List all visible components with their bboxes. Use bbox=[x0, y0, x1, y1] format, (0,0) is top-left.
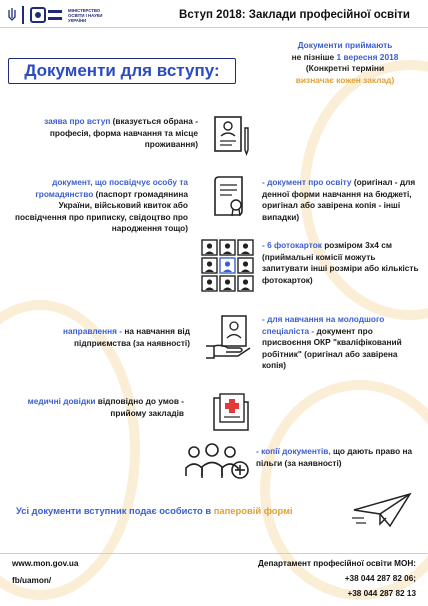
divider bbox=[0, 553, 428, 554]
item-keyword: - для навчання на молодшого спеціаліста - bbox=[262, 314, 385, 336]
certificate-icon bbox=[210, 175, 250, 219]
header bbox=[0, 0, 428, 34]
item-description: що дають право на пільги (за наявності) bbox=[256, 446, 413, 468]
footer-department: Департамент професійної освіти МОН: bbox=[257, 559, 416, 568]
item-application bbox=[12, 116, 198, 151]
people-plus-icon bbox=[184, 440, 252, 480]
item-keyword: медичні довідки bbox=[27, 396, 96, 406]
notice-line: визначає кожен заклад) bbox=[295, 74, 395, 85]
footer-social[interactable]: fb/uamon/ bbox=[12, 576, 52, 585]
footer-website[interactable]: www.mon.gov.ua bbox=[12, 559, 79, 568]
item-benefits bbox=[256, 446, 422, 469]
notice-text: не пізніше bbox=[291, 51, 337, 62]
item-keyword: - 6 фотокарток bbox=[262, 240, 322, 250]
ministry-logo bbox=[8, 6, 116, 24]
item-description: (паспорт громадянина України, військовий квиток або посвідчення про приписку, свідоцтво про народження тощо) bbox=[15, 188, 188, 233]
item-junior-specialist bbox=[262, 314, 422, 372]
item-keyword: направлення - bbox=[63, 326, 123, 336]
item-referral bbox=[40, 326, 190, 349]
item-keyword: - документ про освіту bbox=[262, 177, 352, 187]
footer-phone: +38 044 287 82 06; bbox=[344, 574, 416, 583]
item-education bbox=[262, 177, 422, 223]
item-description: (вказується обрана - професія, форма навчання та місце проживання) bbox=[49, 116, 198, 149]
application-form-icon bbox=[212, 114, 252, 156]
notice-date: 1 вересня 2018 bbox=[336, 51, 399, 62]
submission-note-text: Усі документи вступник подає особисто в bbox=[16, 505, 214, 516]
item-photos bbox=[262, 240, 422, 286]
medical-folder-icon bbox=[210, 390, 254, 434]
item-identity bbox=[8, 177, 188, 235]
item-keyword: заява про вступ bbox=[44, 116, 111, 126]
main-heading: Документи для вступу: bbox=[8, 58, 236, 84]
footer-phone: +38 044 287 82 13 bbox=[347, 589, 416, 598]
item-keyword: - копії документів, bbox=[256, 446, 331, 456]
divider bbox=[0, 27, 428, 28]
notice-line: (Конкретні терміни bbox=[305, 63, 385, 73]
item-medical bbox=[8, 396, 184, 419]
item-description: розміром 3х4 см (приймальні комісії можуть запитувати інші розміри або кількість фотокарток) bbox=[262, 240, 419, 285]
notice-line bbox=[270, 52, 420, 64]
trident-icon bbox=[8, 8, 16, 22]
submission-note bbox=[16, 505, 328, 516]
photos-grid-icon bbox=[200, 238, 256, 294]
paper-plane-icon bbox=[350, 490, 414, 530]
item-description: (оригінал - для денної форми навчання на бюджеті, оригінал або завірена копія - інші випадки) bbox=[262, 177, 416, 222]
diploma-hand-icon bbox=[204, 314, 254, 360]
item-description: відповідно до умов - прийому закладів bbox=[95, 396, 184, 418]
logo-divider bbox=[22, 6, 24, 24]
mon-logo-icon bbox=[30, 7, 64, 23]
item-description: документ про присвоєння ОКР "кваліфікований робітник" (оригінал або завірена копія) bbox=[262, 325, 402, 370]
page-title: Вступ 2018: Заклади професійної освіти bbox=[179, 9, 410, 21]
deadline-notice bbox=[270, 40, 420, 86]
org-name: МІНІСТЕРСТВО ОСВІТИ І НАУКИ УКРАЇНИ bbox=[68, 7, 103, 23]
item-description: на навчання від підприємства (за наявності) bbox=[74, 326, 190, 348]
item-keyword: документ, що посвідчує особу та громадянство bbox=[35, 177, 188, 199]
notice-line: Документи приймають bbox=[297, 40, 393, 50]
submission-note-highlight: паперовій формі bbox=[213, 505, 293, 516]
